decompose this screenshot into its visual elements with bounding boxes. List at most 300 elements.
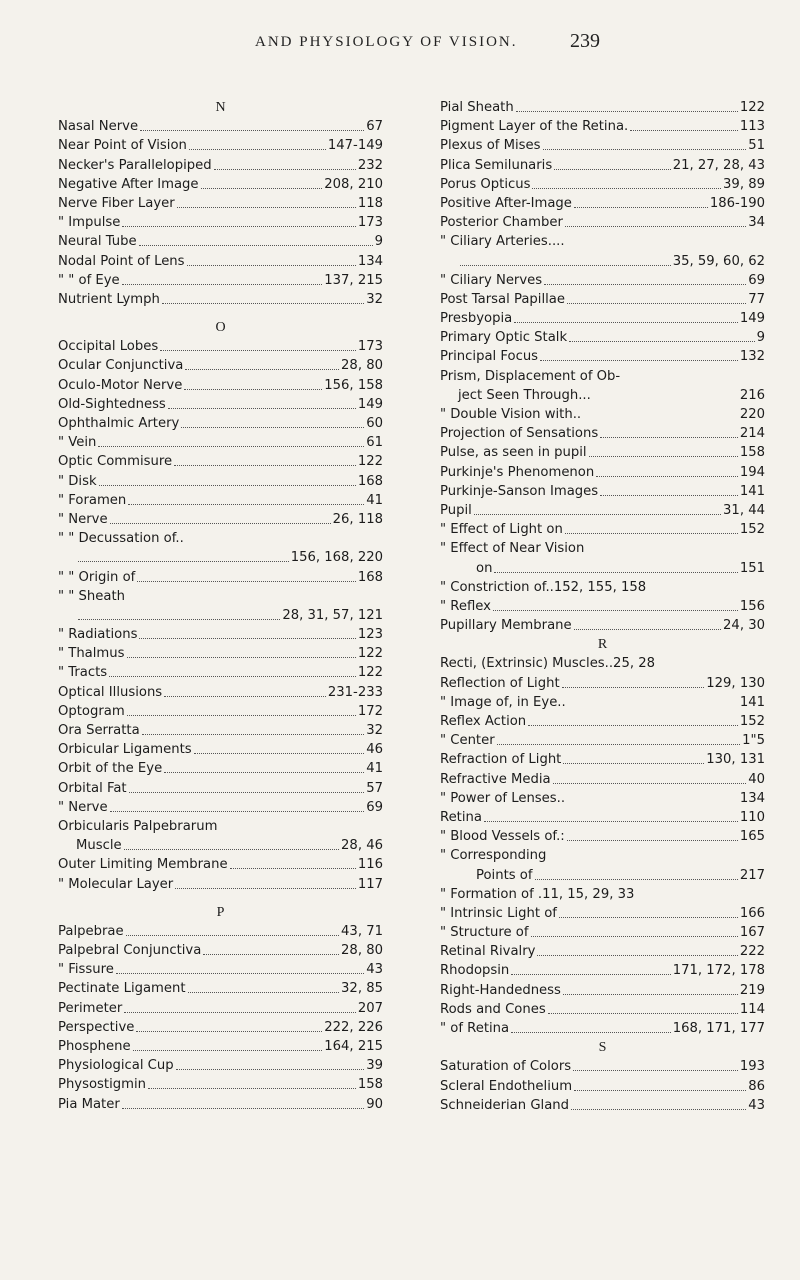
entry-term: Purkinje's Phenomenon (440, 464, 595, 480)
entry-term: Nutrient Lymph (58, 291, 160, 307)
entry-term: " Nerve (58, 511, 108, 527)
entry-term: Plica Semilunaris (440, 157, 553, 173)
entry-pages: 69 (366, 799, 383, 815)
index-entry (58, 1037, 383, 1056)
entry-pages: 168 (357, 473, 383, 489)
dot-leader (567, 290, 746, 304)
index-entry (440, 328, 765, 347)
index-entry (440, 98, 765, 117)
entry-term: " Disk (58, 473, 97, 489)
entry-pages: 156 (739, 598, 765, 614)
entry-term: " " Sheath (58, 588, 125, 604)
index-entry (440, 597, 765, 616)
entry-term: Rods and Cones (440, 1001, 546, 1017)
entry-term: Right-Handedness (440, 982, 561, 998)
index-entry (58, 414, 383, 433)
dot-leader (535, 866, 738, 880)
index-entry (440, 539, 765, 558)
entry-pages: 173 (357, 215, 383, 231)
dot-leader (474, 501, 721, 515)
entry-pages: 208, 210 (324, 176, 383, 192)
entry-pages: 69 (748, 272, 765, 288)
entry-pages: 149 (739, 311, 765, 327)
entry-pages: 151 (739, 560, 765, 576)
index-entry (440, 846, 765, 865)
index-entry (440, 175, 765, 194)
entry-term: Nerve Fiber Layer (58, 195, 175, 211)
entry-term: " Reflex (440, 598, 491, 614)
dot-leader (122, 271, 323, 285)
dot-leader (177, 194, 356, 208)
dot-leader (573, 1057, 738, 1071)
dot-leader (514, 309, 738, 323)
entry-term: " Radiations (58, 627, 138, 643)
entry-term: Necker's Parallelopiped (58, 157, 212, 173)
entry-pages: 220 (739, 407, 765, 422)
entry-term: Near Point of Vision (58, 138, 187, 154)
entry-pages: 118 (357, 195, 383, 211)
index-entry (440, 866, 765, 885)
entry-term: Orbital Fat (58, 780, 127, 796)
entry-pages: 149 (357, 396, 383, 412)
entry-pages: 168, 171, 177 (672, 1021, 765, 1036)
index-entry (58, 606, 383, 625)
index-entry (440, 808, 765, 827)
entry-pages: 122 (357, 454, 383, 470)
index-entry (440, 290, 765, 309)
index-entry (58, 941, 383, 960)
index-entry (440, 674, 765, 693)
entry-pages: 194 (739, 464, 765, 480)
index-entry (58, 356, 383, 375)
index-entry (440, 501, 765, 520)
dot-leader (532, 175, 721, 189)
entry-term: Pigment Layer of the Retina. (440, 119, 629, 135)
entry-pages: 134 (357, 253, 383, 269)
index-entry (440, 616, 765, 635)
entry-pages: 123 (357, 627, 383, 643)
entry-pages: 9 (374, 234, 383, 250)
entry-pages: 61 (366, 435, 383, 451)
entry-term: ject Seen Through... (458, 387, 591, 403)
entry-term: " Ciliary Arteries.... (440, 234, 565, 250)
dot-leader (484, 808, 738, 822)
entry-term: " Power of Lenses.. (440, 790, 566, 806)
dot-leader (554, 156, 671, 170)
entry-pages: 122 (357, 646, 383, 662)
index-entry (440, 1019, 765, 1038)
dot-leader (133, 1037, 323, 1051)
index-entry (440, 904, 765, 923)
entry-pages: 117 (357, 876, 383, 892)
entry-pages: 156, 168, 220 (290, 550, 383, 566)
dot-leader (493, 597, 738, 611)
entry-term: Pupil (440, 502, 472, 518)
entry-term: Points of (476, 867, 533, 883)
entry-pages: 43 (366, 962, 383, 978)
index-entry (440, 136, 765, 155)
index-entry (440, 271, 765, 290)
dot-leader (516, 98, 738, 112)
dot-leader (110, 798, 365, 812)
entry-term: Schneiderian Gland (440, 1097, 570, 1113)
entry-term: Scleral Endothelium (440, 1078, 573, 1094)
entry-term: " Molecular Layer (58, 876, 174, 892)
entry-term: " " of Eye (58, 272, 120, 288)
dot-leader (187, 252, 356, 266)
index-entry (440, 885, 765, 904)
dot-leader (563, 981, 738, 995)
dot-leader (600, 482, 738, 496)
index-entry (58, 232, 383, 251)
entry-pages: 24, 30 (723, 618, 765, 634)
index-entry (440, 770, 765, 789)
index-entry (58, 836, 383, 855)
dot-leader (109, 663, 356, 677)
entry-term: " " Decussation of.. (58, 531, 184, 547)
dot-leader (203, 941, 339, 955)
entry-pages: 171, 172, 178 (672, 963, 765, 979)
entry-term: " Effect of Light on (440, 522, 563, 538)
dot-leader (562, 674, 705, 688)
dot-leader (129, 779, 365, 793)
dot-leader (589, 443, 738, 457)
entry-pages: 28, 31, 57, 121 (282, 607, 383, 623)
entry-pages: 214 (739, 426, 765, 442)
entry-term: Nodal Point of Lens (58, 253, 185, 269)
entry-term: Rhodopsin (440, 963, 510, 979)
entry-term: Plexus of Mises (440, 138, 541, 154)
index-entry (58, 271, 383, 290)
entry-pages: 193 (739, 1059, 765, 1075)
entry-pages: 137, 215 (324, 272, 383, 288)
dot-leader (569, 328, 755, 342)
index-entry (58, 290, 383, 309)
index-entry (440, 482, 765, 501)
index-entry (440, 405, 765, 424)
entry-term: Retinal Rivalry (440, 944, 536, 960)
index-entry (58, 194, 383, 213)
entry-term: Pia Mater (58, 1096, 120, 1112)
entry-pages: 116 (357, 857, 383, 873)
index-column-right (440, 98, 765, 1115)
entry-pages: 122 (357, 665, 383, 681)
dot-leader (127, 702, 356, 716)
section-letter: S (598, 1040, 607, 1056)
index-entry (58, 213, 383, 232)
dot-leader (571, 1096, 746, 1110)
index-entry (58, 156, 383, 175)
entry-term: " Thalmus (58, 646, 125, 662)
entry-pages: 113 (739, 119, 765, 135)
entry-term: Retina (440, 809, 482, 825)
index-entry (58, 779, 383, 798)
dot-leader (574, 616, 721, 630)
entry-term: " Tracts (58, 665, 108, 681)
dot-leader (124, 999, 355, 1013)
dot-leader (128, 491, 364, 505)
index-entry (440, 194, 765, 213)
entry-term: " " Origin of (58, 569, 136, 585)
index-entry (58, 433, 383, 452)
index-entry (58, 175, 383, 194)
running-head: AND PHYSIOLOGY OF VISION. (255, 34, 518, 50)
entry-term: Neural Tube (58, 234, 137, 250)
index-entry (58, 587, 383, 606)
entry-pages: 114 (739, 1001, 765, 1017)
entry-pages: 219 (739, 982, 765, 998)
entry-pages: 172 (357, 703, 383, 719)
entry-term: Prism, Displacement of Ob- (440, 368, 621, 384)
index-entry (58, 721, 383, 740)
dot-leader (574, 1077, 746, 1091)
dot-leader (497, 731, 740, 745)
entry-term: Oculo-Motor Nerve (58, 377, 183, 393)
entry-pages: 173 (357, 339, 383, 355)
entry-term: Physostigmin (58, 1077, 146, 1093)
dot-leader (574, 194, 708, 208)
entry-pages: 32 (366, 291, 383, 307)
entry-pages: 86 (748, 1078, 765, 1094)
dot-leader (137, 568, 356, 582)
entry-term: Refractive Media (440, 771, 551, 787)
dot-leader (537, 942, 737, 956)
index-entry (58, 855, 383, 874)
dot-leader (494, 559, 737, 573)
entry-pages: 21, 27, 28, 43 (672, 157, 765, 173)
dot-leader (110, 510, 331, 524)
dot-leader (122, 213, 355, 227)
entry-pages: 31, 44 (723, 502, 765, 518)
index-entry (58, 568, 383, 587)
entry-term: Negative After Image (58, 176, 199, 192)
index-entry (440, 693, 765, 712)
index-entry (58, 252, 383, 271)
dot-leader (181, 414, 364, 428)
entry-pages: 141 (739, 694, 765, 710)
entry-pages: 77 (748, 291, 765, 307)
entry-term: Pupillary Membrane (440, 618, 572, 634)
entry-term: Ophthalmic Artery (58, 416, 180, 431)
entry-pages: 39 (366, 1058, 383, 1074)
entry-term: Orbit of the Eye (58, 761, 163, 777)
index-entry (440, 942, 765, 961)
entry-term: " Nerve (58, 799, 108, 815)
index-entry (440, 309, 765, 328)
dot-leader (565, 520, 738, 534)
page-number: 239 (570, 30, 600, 52)
entry-term: Positive After-Image (440, 195, 572, 211)
entry-term: Palpebrae (58, 923, 124, 939)
index-entry (440, 386, 765, 405)
entry-pages: 39, 89 (723, 176, 765, 192)
index-entry (58, 548, 383, 567)
index-entry (440, 520, 765, 539)
index-entry (58, 999, 383, 1018)
entry-pages: 167 (739, 925, 765, 941)
index-entry (440, 443, 765, 462)
dot-leader (148, 1075, 356, 1089)
entry-term: Purkinje-Sanson Images (440, 483, 599, 499)
section-letter: O (215, 320, 226, 336)
entry-term: " Effect of Near Vision (440, 541, 585, 557)
entry-term: on (476, 560, 493, 576)
entry-term: Muscle (76, 838, 122, 854)
entry-pages: 231-233 (327, 684, 383, 700)
dot-leader (78, 548, 289, 562)
page-header (0, 30, 800, 60)
entry-pages: 222, 226 (324, 1019, 383, 1035)
index-entry (440, 424, 765, 443)
index-entry (58, 472, 383, 491)
index-entry (58, 702, 383, 721)
entry-term: " Formation of .11, 15, 29, 33 (440, 886, 635, 902)
index-entry (58, 117, 383, 136)
dot-leader (142, 721, 365, 735)
entry-term: " Blood Vessels of.: (440, 829, 565, 845)
entry-term: " Impulse (58, 215, 121, 231)
dot-leader (540, 347, 738, 361)
entry-term: Porus Opticus (440, 176, 531, 192)
entry-pages: 216 (739, 387, 765, 403)
entry-term: Principal Focus (440, 349, 539, 365)
entry-pages: 34 (748, 215, 765, 231)
entry-term: Phosphene (58, 1039, 131, 1054)
index-entry (58, 1095, 383, 1114)
entry-pages: 67 (366, 119, 383, 135)
index-entry (58, 491, 383, 510)
entry-term: Ora Serratta (58, 723, 140, 738)
index-entry (58, 759, 383, 778)
index-entry (58, 625, 383, 644)
index-entry (440, 1096, 765, 1115)
dot-leader (568, 693, 738, 706)
entry-pages: 152 (739, 714, 765, 729)
entry-pages: 41 (366, 761, 383, 777)
dot-leader (122, 1095, 364, 1109)
entry-term: Optic Commisure (58, 454, 173, 470)
dot-leader (127, 644, 356, 658)
entry-term: " Fissure (58, 962, 114, 978)
dot-leader (528, 712, 738, 726)
index-entry (440, 156, 765, 175)
index-entry (440, 789, 765, 808)
dot-leader (136, 1018, 322, 1032)
section-letter: R (597, 637, 608, 653)
index-entry (58, 960, 383, 979)
index-entry (440, 347, 765, 366)
entry-term: Refraction of Light (440, 752, 562, 768)
entry-term: Reflex Action (440, 714, 527, 729)
index-entry (58, 452, 383, 471)
dot-leader (98, 433, 364, 447)
index-entry (440, 654, 765, 673)
dot-leader (126, 922, 339, 936)
dot-leader (175, 875, 356, 889)
dot-leader (194, 740, 365, 754)
entry-term: Optogram (58, 703, 125, 719)
entry-pages: 130, 131 (706, 752, 765, 768)
entry-term: Occipital Lobes (58, 339, 159, 355)
dot-leader (164, 759, 364, 773)
dot-leader (567, 827, 738, 841)
entry-pages: 134 (739, 790, 765, 806)
index-entry (58, 1018, 383, 1037)
section-letter: N (215, 100, 226, 115)
entry-pages: 60 (366, 416, 383, 431)
index-column-left (58, 98, 383, 1114)
entry-pages: 28, 80 (341, 943, 383, 959)
index-entry (58, 875, 383, 894)
entry-pages: 41 (366, 492, 383, 508)
entry-pages: 51 (748, 138, 765, 154)
entry-term: Primary Optic Stalk (440, 330, 568, 346)
dot-leader (553, 770, 747, 784)
index-entry (440, 961, 765, 980)
entry-pages: 1"5 (742, 733, 765, 749)
entry-pages: 168 (357, 569, 383, 585)
entry-pages: 32, 85 (341, 981, 383, 997)
index-entry (58, 922, 383, 941)
entry-pages: 43, 71 (341, 923, 383, 939)
entry-term: Pectinate Ligament (58, 981, 186, 997)
dot-leader (162, 290, 364, 304)
entry-term: Saturation of Colors (440, 1059, 572, 1075)
entry-pages: 147-149 (327, 138, 383, 154)
dot-leader (563, 750, 704, 764)
entry-pages: 132 (739, 349, 765, 365)
entry-pages: 232 (357, 157, 383, 173)
entry-term: Posterior Chamber (440, 215, 563, 231)
index-entry (58, 136, 383, 155)
entry-term: " Constriction of..152, 155, 158 (440, 579, 647, 595)
index-entry (58, 979, 383, 998)
entry-pages: 152 (739, 522, 765, 538)
entry-pages: 9 (756, 330, 765, 346)
dot-leader (78, 606, 280, 620)
entry-term: " Intrinsic Light of (440, 905, 557, 921)
entry-pages: 26, 118 (332, 511, 383, 527)
entry-pages: 156, 158 (324, 377, 383, 393)
dot-leader (164, 683, 326, 697)
entry-term: Orbicular Ligaments (58, 742, 192, 758)
dot-leader (160, 337, 356, 351)
entry-term: Pulse, as seen in pupil (440, 445, 587, 461)
entry-pages: 158 (357, 1077, 383, 1093)
index-entry (58, 337, 383, 356)
entry-pages: 164, 215 (324, 1039, 383, 1054)
entry-pages: 186-190 (709, 195, 765, 211)
dot-leader (596, 463, 738, 477)
dot-leader (565, 213, 746, 227)
entry-pages: 166 (739, 905, 765, 921)
dot-leader (139, 232, 373, 246)
dot-leader (189, 136, 326, 150)
dot-leader (543, 136, 747, 150)
dot-leader (184, 376, 322, 390)
entry-term: " Corresponding (440, 848, 547, 864)
dot-leader (600, 424, 738, 438)
dot-leader (630, 117, 738, 131)
entry-pages: 28, 80 (341, 358, 383, 374)
entry-term: " of Retina (440, 1021, 510, 1036)
entry-term: Recti, (Extrinsic) Muscles..25, 28 (440, 656, 656, 672)
dot-leader (214, 156, 356, 170)
entry-term: " Double Vision with.. (440, 407, 582, 422)
dot-leader (185, 356, 339, 370)
entry-pages: 40 (748, 771, 765, 787)
entry-term: Post Tarsal Papillae (440, 291, 565, 307)
